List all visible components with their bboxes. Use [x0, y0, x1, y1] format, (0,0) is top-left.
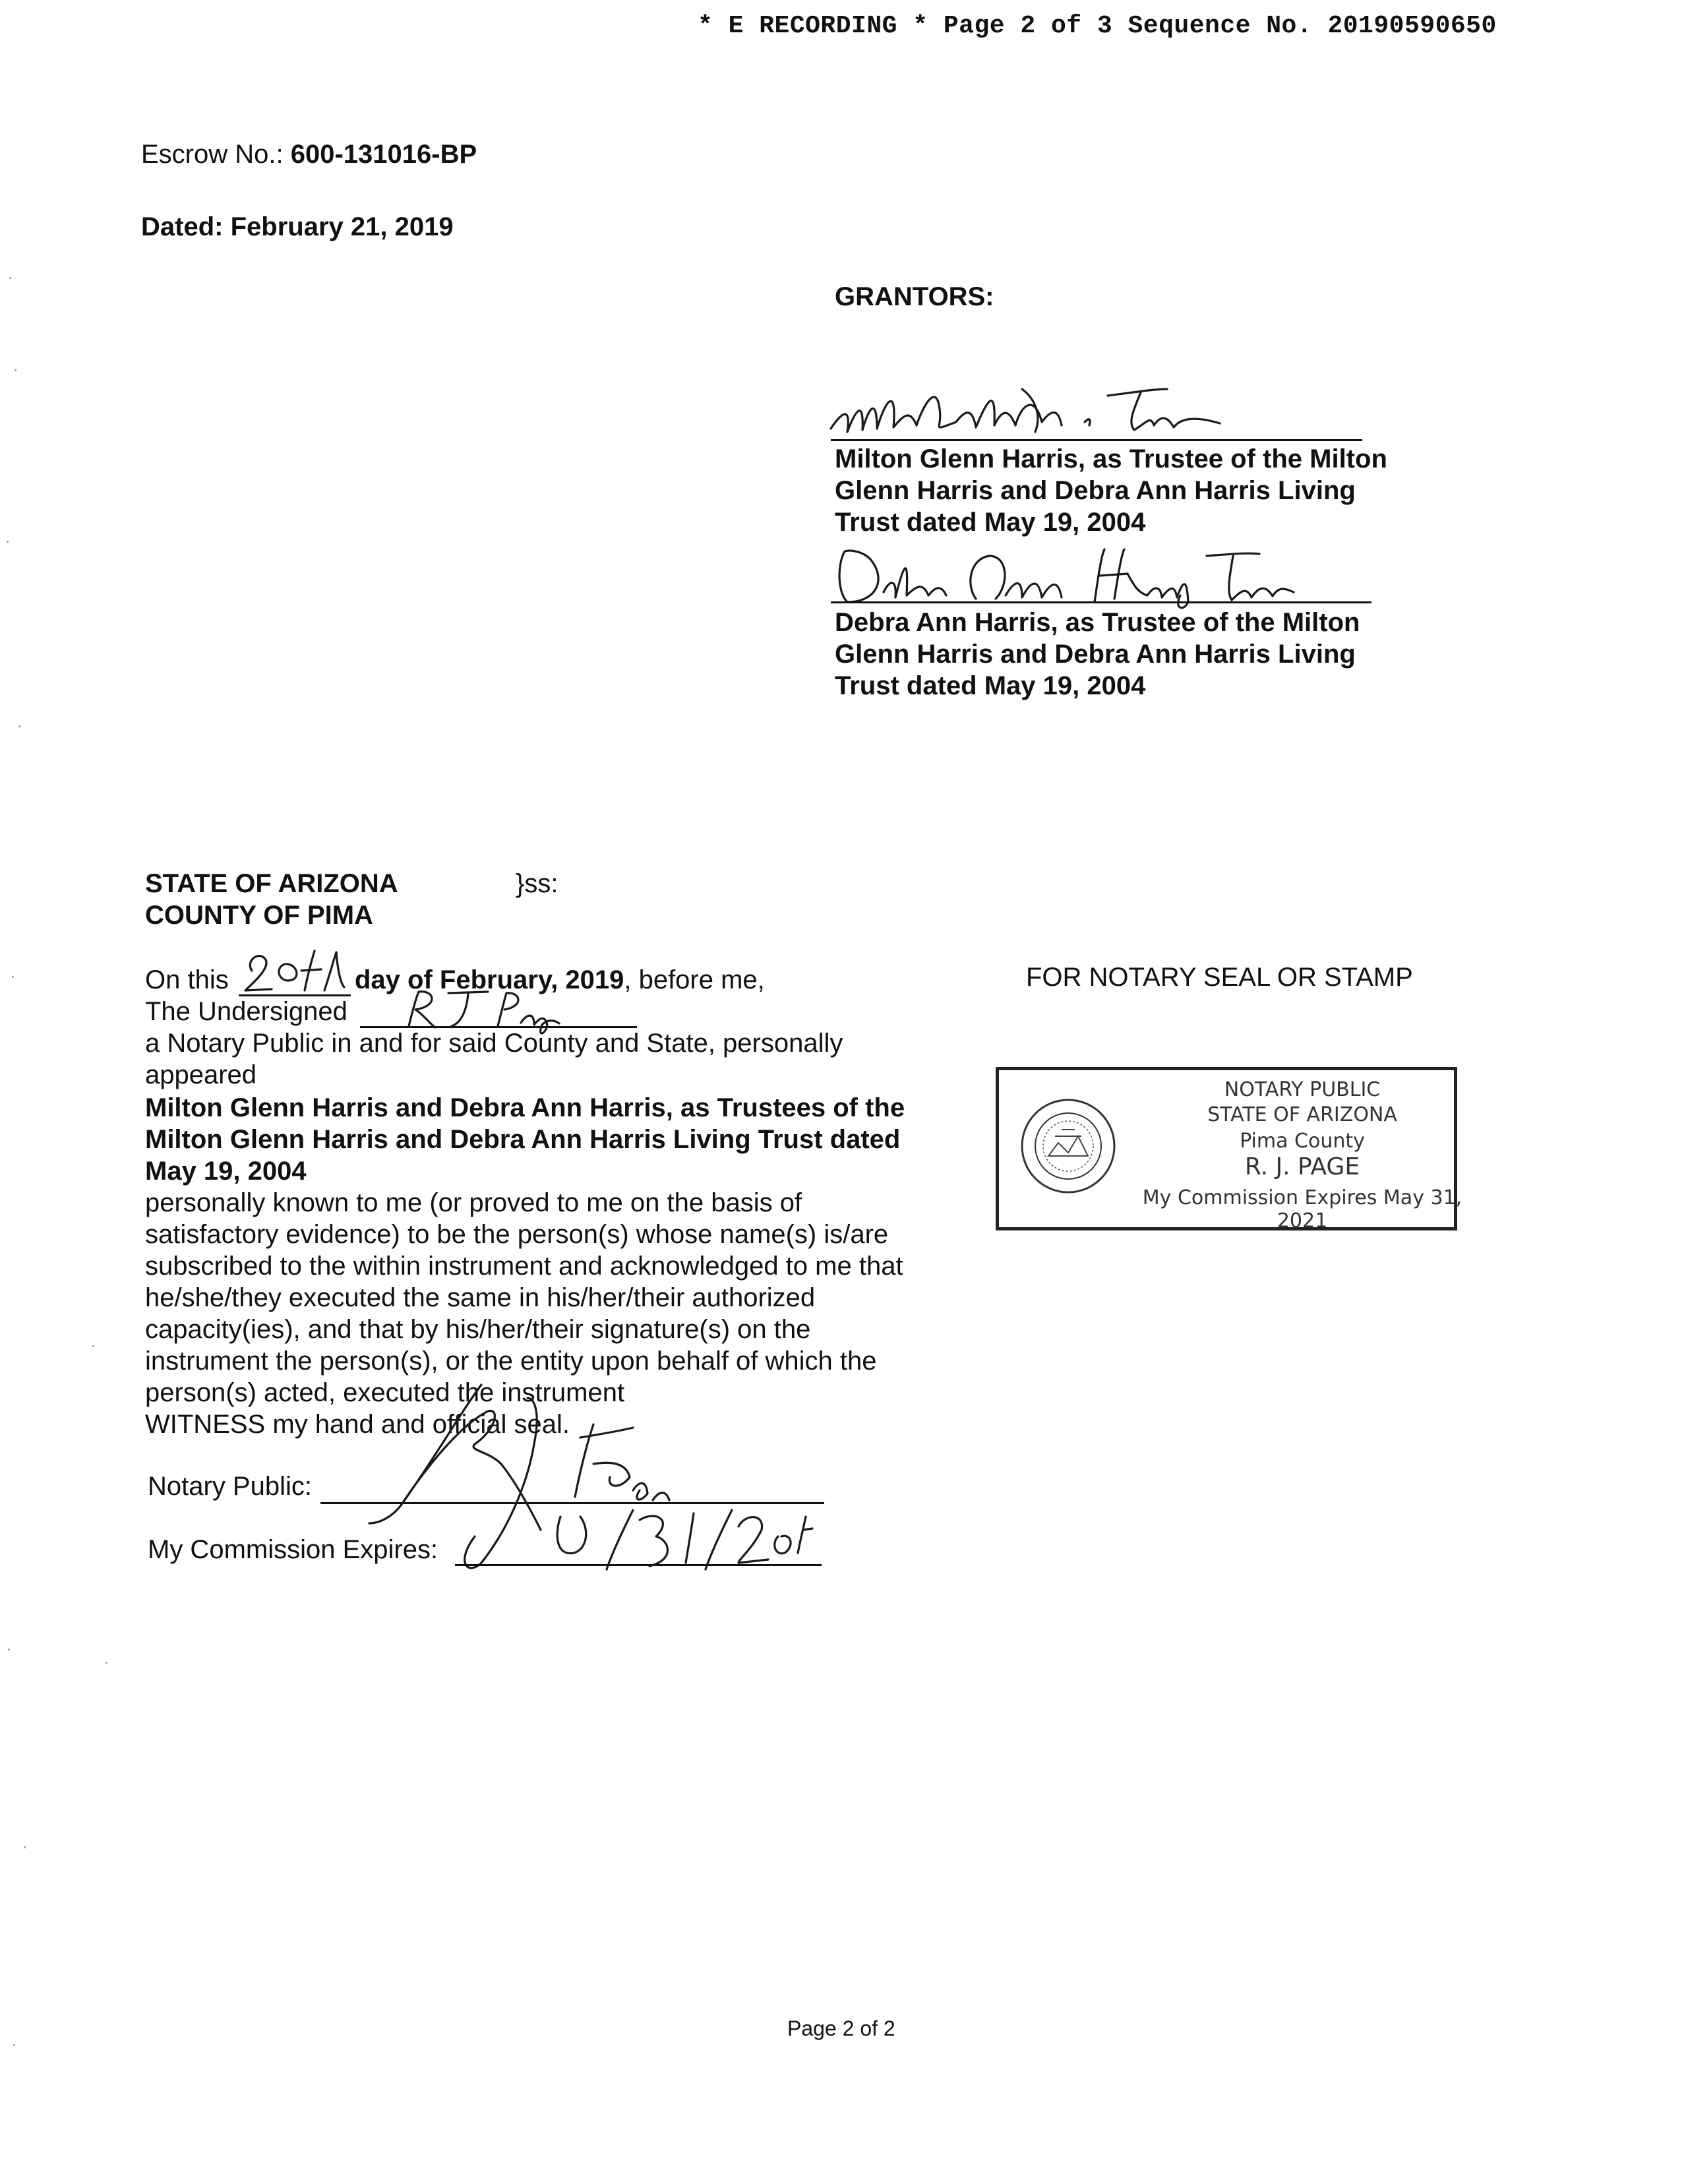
stamp-line-4: R. J. PAGE — [1244, 1153, 1360, 1180]
ack-body-line-8: WITNESS my hand and official seal. — [145, 1410, 570, 1439]
debra-trustee-block — [835, 607, 1360, 702]
arizona-seal-emblem — [1019, 1097, 1118, 1196]
dated-date: February 21, 2019 — [230, 212, 454, 241]
day-of-label: day of — [355, 965, 433, 994]
parties-line-2: Milton Glenn Harris and Debra Ann Harris Living Trust dated — [145, 1125, 901, 1154]
notary-line: a Notary Public in and for said County and State, personally — [145, 1029, 843, 1058]
month-year: February, 2019 — [439, 965, 624, 994]
stamp-line-3: Pima County — [1240, 1130, 1365, 1153]
venue-county: COUNTY OF PIMA — [145, 901, 373, 930]
venue-ss: }ss: — [516, 869, 558, 898]
appeared-label: appeared — [145, 1060, 257, 1089]
dated-line — [141, 212, 454, 242]
ack-body-line-7: person(s) acted, executed the instrument — [145, 1378, 625, 1407]
ack-body-line-1: personally known to me (or proved to me on the basis of — [145, 1188, 802, 1217]
undersigned-handwritten — [389, 986, 560, 1033]
day-handwritten — [239, 944, 344, 997]
undersigned-label: The Undersigned — [145, 997, 347, 1026]
venue-state: STATE OF ARIZONA — [145, 869, 398, 898]
ack-body-line-6: instrument the person(s), or the entity upon behalf of which the — [145, 1347, 877, 1376]
ack-body-line-3: subscribed to the within instrument and acknowledged to me that — [145, 1252, 903, 1281]
milton-trustee-block — [835, 443, 1387, 538]
notary-stamp — [996, 1067, 1462, 1232]
ack-body-line-5: capacity(ies), and that by his/her/their signature(s) on the — [145, 1315, 811, 1344]
seal-caption: FOR NOTARY SEAL OR STAMP — [1026, 963, 1413, 992]
recording-header: * E RECORDING * Page 2 of 3 Sequence No. 20190590650 — [698, 12, 1497, 40]
on-this-label: On this — [145, 965, 229, 994]
page-footer: Page 2 of 2 — [787, 2017, 895, 2040]
milton-line-2: Glenn Harris and Debra Ann Harris Living — [835, 476, 1356, 505]
debra-signature-line — [831, 601, 1372, 603]
commission-label: My Commission Expires: — [148, 1535, 438, 1564]
before-me: , before me, — [624, 965, 765, 994]
ack-body-line-4: he/she/they executed the same in his/her/their authorized — [145, 1283, 816, 1312]
debra-line-1: Debra Ann Harris, as Trustee of the Milton — [835, 608, 1360, 637]
escrow-number: 600-131016-BP — [290, 140, 477, 169]
parties-block — [145, 1092, 905, 1187]
parties-line-3: May 19, 2004 — [145, 1157, 307, 1186]
escrow-label: Escrow No.: — [141, 140, 284, 169]
grantors-heading: GRANTORS: — [835, 282, 994, 311]
milton-line-3: Trust dated May 19, 2004 — [835, 508, 1146, 537]
stamp-line-1: NOTARY PUBLIC — [1224, 1078, 1381, 1101]
escrow-line — [141, 140, 477, 169]
ack-body-line-2: satisfactory evidence) to be the person(s) whose name(s) is/are — [145, 1220, 889, 1249]
notary-public-label: Notary Public: — [148, 1472, 312, 1501]
stamp-line-2: STATE OF ARIZONA — [1207, 1103, 1397, 1126]
milton-signature — [824, 369, 1246, 448]
debra-line-3: Trust dated May 19, 2004 — [835, 671, 1146, 700]
parties-line-1: Milton Glenn Harris and Debra Ann Harris, as Trustees of the — [145, 1093, 905, 1122]
stamp-line-5: My Commission Expires May 31, 2021 — [1142, 1186, 1462, 1232]
milton-line-1: Milton Glenn Harris, as Trustee of the Milton — [835, 444, 1387, 473]
dated-label: Dated: — [141, 212, 224, 241]
milton-signature-line — [831, 439, 1362, 441]
debra-line-2: Glenn Harris and Debra Ann Harris Living — [835, 640, 1356, 669]
commission-handwritten — [541, 1497, 818, 1576]
